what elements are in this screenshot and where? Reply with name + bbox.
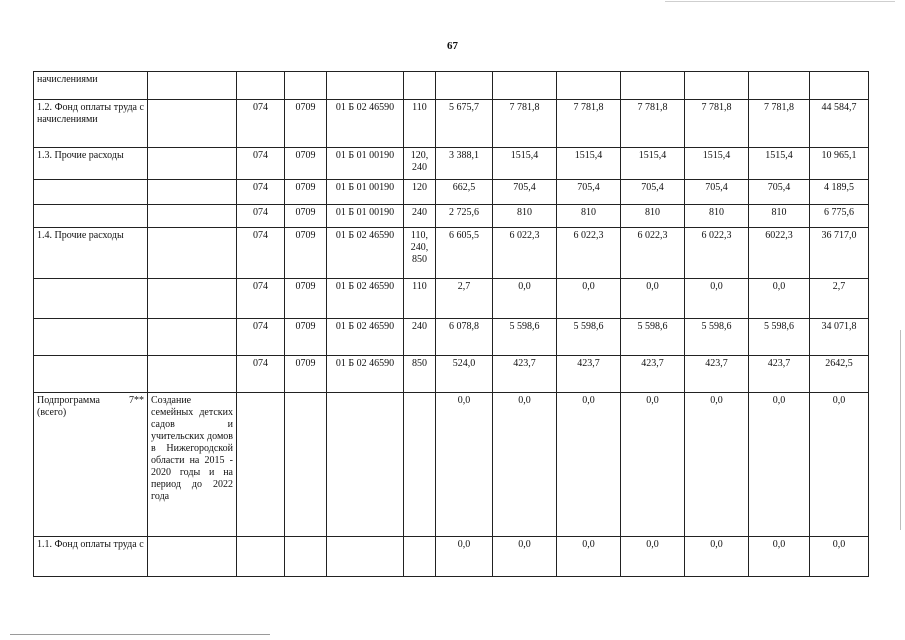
row-name <box>34 319 148 356</box>
row-name: 1.1. Фонд оплаты труда с <box>34 537 148 577</box>
row-name: начислениями <box>34 72 148 100</box>
value-2017: 1515,4 <box>557 148 621 180</box>
value-total: 2642,5 <box>810 356 869 393</box>
row-description <box>148 537 237 577</box>
target-article-code: 01 Б 01 00190 <box>327 205 404 228</box>
section-code: 0709 <box>285 319 327 356</box>
value-2016: 5 598,6 <box>493 319 557 356</box>
table-row <box>34 205 869 228</box>
expense-type-code <box>404 537 436 577</box>
section-code <box>285 72 327 100</box>
value-2019: 705,4 <box>685 180 749 205</box>
grbs-code: 074 <box>237 205 285 228</box>
grbs-code: 074 <box>237 319 285 356</box>
value-total: 44 584,7 <box>810 100 869 148</box>
row-name: 1.3. Прочие расходы <box>34 148 148 180</box>
value-total: 0,0 <box>810 393 869 537</box>
value-2019: 810 <box>685 205 749 228</box>
target-article-code: 01 Б 02 46590 <box>327 279 404 319</box>
value-2015: 662,5 <box>436 180 493 205</box>
value-total: 6 775,6 <box>810 205 869 228</box>
row-name <box>34 279 148 319</box>
value-2020: 6022,3 <box>749 228 810 279</box>
scan-artifact-top <box>665 1 895 2</box>
section-code <box>285 393 327 537</box>
value-2018: 423,7 <box>621 356 685 393</box>
value-2017 <box>557 72 621 100</box>
value-2018 <box>621 72 685 100</box>
value-2018: 5 598,6 <box>621 319 685 356</box>
value-2020: 423,7 <box>749 356 810 393</box>
row-description <box>148 100 237 148</box>
value-total: 2,7 <box>810 279 869 319</box>
expense-type-code <box>404 393 436 537</box>
value-2019: 1515,4 <box>685 148 749 180</box>
value-2015: 2 725,6 <box>436 205 493 228</box>
value-2018: 810 <box>621 205 685 228</box>
section-code: 0709 <box>285 148 327 180</box>
value-2015: 2,7 <box>436 279 493 319</box>
grbs-code: 074 <box>237 180 285 205</box>
target-article-code <box>327 72 404 100</box>
expense-type-code: 110 <box>404 279 436 319</box>
value-2016: 705,4 <box>493 180 557 205</box>
expense-type-code: 120 <box>404 180 436 205</box>
value-2015 <box>436 72 493 100</box>
expense-type-code: 850 <box>404 356 436 393</box>
value-total: 4 189,5 <box>810 180 869 205</box>
section-code: 0709 <box>285 205 327 228</box>
grbs-code <box>237 393 285 537</box>
page-number: 67 <box>447 40 458 52</box>
row-name: 1.4. Прочие расходы <box>34 228 148 279</box>
target-article-code: 01 Б 02 46590 <box>327 319 404 356</box>
value-total: 34 071,8 <box>810 319 869 356</box>
row-name <box>34 356 148 393</box>
grbs-code: 074 <box>237 279 285 319</box>
section-code <box>285 537 327 577</box>
target-article-code: 01 Б 02 46590 <box>327 100 404 148</box>
row-description <box>148 319 237 356</box>
expense-type-code: 240 <box>404 319 436 356</box>
target-article-code <box>327 537 404 577</box>
target-article-code: 01 Б 01 00190 <box>327 148 404 180</box>
value-2016: 0,0 <box>493 537 557 577</box>
table-row <box>34 180 869 205</box>
expense-type-code <box>404 72 436 100</box>
value-2018: 0,0 <box>621 537 685 577</box>
expense-type-code: 110 <box>404 100 436 148</box>
value-2019: 5 598,6 <box>685 319 749 356</box>
table-row <box>34 148 869 180</box>
grbs-code: 074 <box>237 356 285 393</box>
target-article-code: 01 Б 02 46590 <box>327 356 404 393</box>
row-description <box>148 148 237 180</box>
value-2019 <box>685 72 749 100</box>
section-code: 0709 <box>285 356 327 393</box>
value-2016: 7 781,8 <box>493 100 557 148</box>
row-description: Создание семейных детских садов и учительских домов в Нижегородской области на 2015 - 2020 годы и на период до 2022 года <box>148 393 237 537</box>
value-2016: 0,0 <box>493 393 557 537</box>
grbs-code: 074 <box>237 148 285 180</box>
value-2019: 423,7 <box>685 356 749 393</box>
value-2020: 1515,4 <box>749 148 810 180</box>
value-2017: 0,0 <box>557 537 621 577</box>
value-total: 0,0 <box>810 537 869 577</box>
row-description <box>148 205 237 228</box>
value-2018: 0,0 <box>621 279 685 319</box>
target-article-code: 01 Б 01 00190 <box>327 180 404 205</box>
value-2020: 5 598,6 <box>749 319 810 356</box>
row-description <box>148 180 237 205</box>
value-2017: 5 598,6 <box>557 319 621 356</box>
table-row <box>34 228 869 279</box>
value-2017: 0,0 <box>557 279 621 319</box>
expense-type-code: 110, 240, 850 <box>404 228 436 279</box>
value-2015: 524,0 <box>436 356 493 393</box>
value-2017: 0,0 <box>557 393 621 537</box>
value-2017: 7 781,8 <box>557 100 621 148</box>
value-2015: 5 675,7 <box>436 100 493 148</box>
table-row <box>34 356 869 393</box>
value-2019: 7 781,8 <box>685 100 749 148</box>
value-2015: 6 078,8 <box>436 319 493 356</box>
row-name: 1.2. Фонд оплаты труда с начислениями <box>34 100 148 148</box>
value-2020: 0,0 <box>749 537 810 577</box>
table-row <box>34 100 869 148</box>
grbs-code: 074 <box>237 228 285 279</box>
value-2020: 705,4 <box>749 180 810 205</box>
value-2015: 0,0 <box>436 393 493 537</box>
section-code: 0709 <box>285 180 327 205</box>
row-description <box>148 72 237 100</box>
value-total: 36 717,0 <box>810 228 869 279</box>
value-2018: 705,4 <box>621 180 685 205</box>
section-code: 0709 <box>285 279 327 319</box>
value-2020: 7 781,8 <box>749 100 810 148</box>
expense-type-code: 240 <box>404 205 436 228</box>
value-2016: 6 022,3 <box>493 228 557 279</box>
row-name: Подпрограмма 7**(всего) <box>34 393 148 537</box>
scan-artifact-bottom <box>10 634 270 635</box>
row-description <box>148 228 237 279</box>
value-2020 <box>749 72 810 100</box>
row-description <box>148 356 237 393</box>
value-total: 10 965,1 <box>810 148 869 180</box>
value-2018: 6 022,3 <box>621 228 685 279</box>
row-description <box>148 279 237 319</box>
value-2016: 1515,4 <box>493 148 557 180</box>
value-2019: 0,0 <box>685 279 749 319</box>
section-code: 0709 <box>285 100 327 148</box>
target-article-code: 01 Б 02 46590 <box>327 228 404 279</box>
value-2015: 3 388,1 <box>436 148 493 180</box>
table-row <box>34 279 869 319</box>
value-2015: 6 605,5 <box>436 228 493 279</box>
expense-type-code: 120, 240 <box>404 148 436 180</box>
target-article-code <box>327 393 404 537</box>
value-2020: 0,0 <box>749 393 810 537</box>
scan-artifact-right <box>900 330 901 530</box>
table-row <box>34 319 869 356</box>
value-total <box>810 72 869 100</box>
value-2019: 0,0 <box>685 393 749 537</box>
value-2018: 0,0 <box>621 393 685 537</box>
table-row <box>34 72 869 100</box>
value-2017: 6 022,3 <box>557 228 621 279</box>
value-2016 <box>493 72 557 100</box>
budget-table <box>33 71 869 577</box>
value-2017: 810 <box>557 205 621 228</box>
value-2020: 810 <box>749 205 810 228</box>
value-2015: 0,0 <box>436 537 493 577</box>
value-2020: 0,0 <box>749 279 810 319</box>
value-2019: 0,0 <box>685 537 749 577</box>
value-2016: 423,7 <box>493 356 557 393</box>
value-2016: 0,0 <box>493 279 557 319</box>
section-code: 0709 <box>285 228 327 279</box>
value-2016: 810 <box>493 205 557 228</box>
value-2017: 423,7 <box>557 356 621 393</box>
grbs-code: 074 <box>237 100 285 148</box>
grbs-code <box>237 72 285 100</box>
value-2019: 6 022,3 <box>685 228 749 279</box>
row-name <box>34 180 148 205</box>
value-2017: 705,4 <box>557 180 621 205</box>
value-2018: 7 781,8 <box>621 100 685 148</box>
row-name <box>34 205 148 228</box>
value-2018: 1515,4 <box>621 148 685 180</box>
table-row <box>34 393 869 537</box>
table-row <box>34 537 869 577</box>
grbs-code <box>237 537 285 577</box>
